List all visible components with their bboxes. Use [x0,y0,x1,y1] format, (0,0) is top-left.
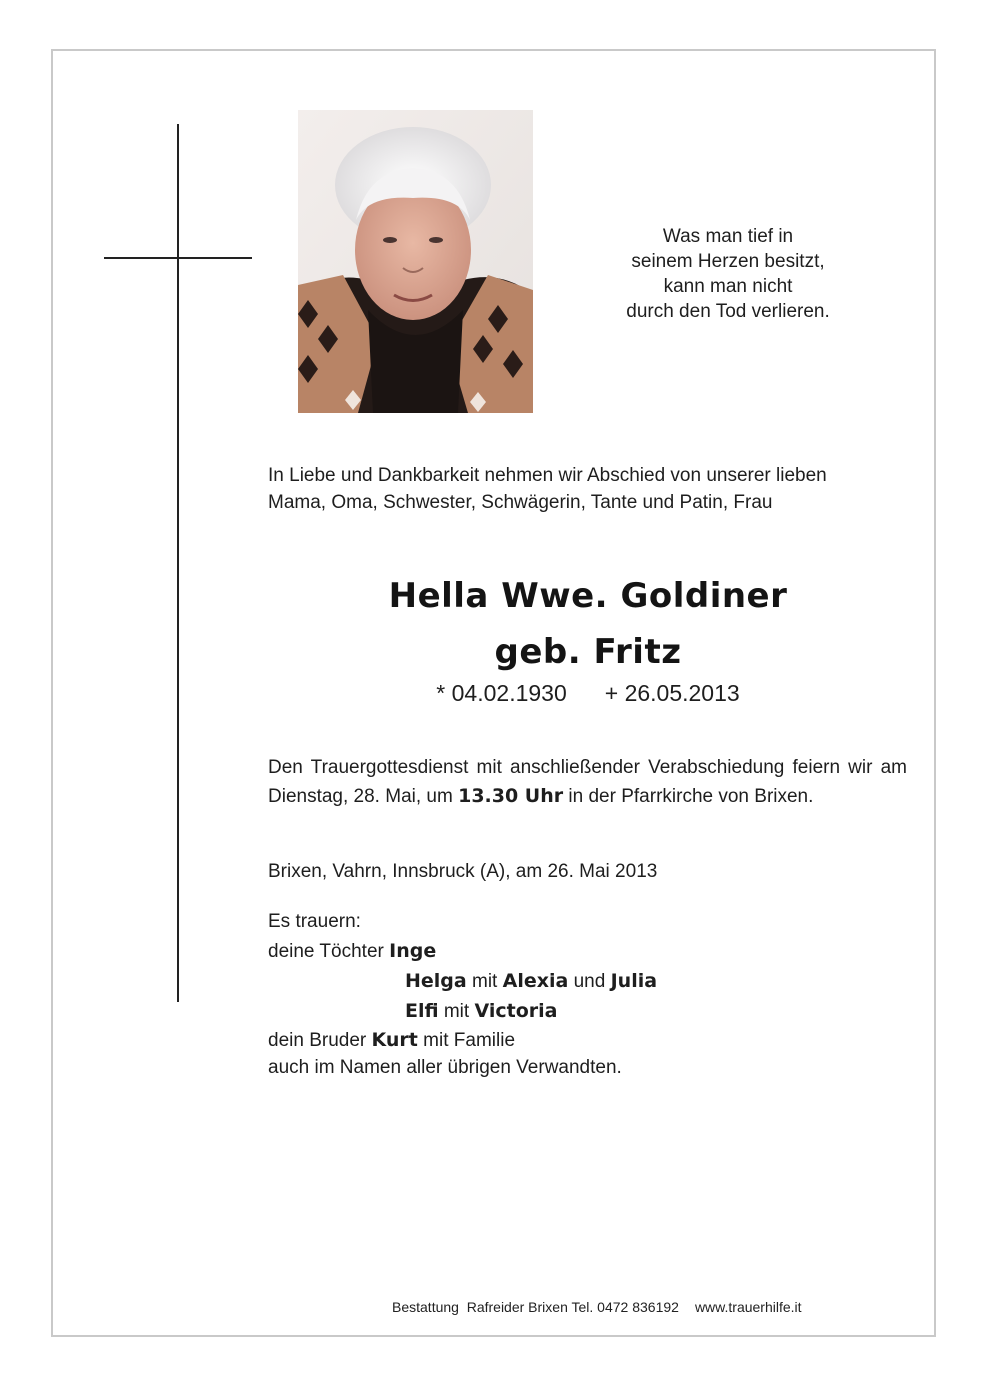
brother-suffix: mit Familie [417,1030,516,1051]
cross-vertical-bar [177,124,179,1002]
mourners-closing: auch im Namen aller übrigen Verwandten. [268,1057,622,1078]
mourners-daughters-line [268,937,436,966]
funeral-service-text [268,754,907,811]
quote-line: durch den Tod verlieren. [626,301,830,322]
portrait-photo [298,110,533,413]
death-date: + 26.05.2013 [604,680,740,706]
deceased-birth-name: geb. Fritz [494,632,682,672]
place-and-date: Brixen, Vahrn, Innsbruck (A), am 26. Mai 2013 [268,861,658,882]
quote-line: Was man tief in [662,226,794,247]
daughter-name: Helga [405,970,467,992]
memorial-quote [590,224,866,324]
conjunction: mit [438,1001,475,1022]
quote-line: kann man nicht [663,276,793,297]
farewell-intro [268,462,928,516]
service-text-before: Den Trauergottesdienst mit anschließender Verabschiedung feiern wir am Dienstag, 28. Mai, um [268,757,907,807]
quote-line: seinem Herzen besitzt, [631,251,825,272]
intro-line: Mama, Oma, Schwester, Schwägerin, Tante und Patin, Frau [268,492,773,513]
deceased-name: Hella Wwe. Goldiner [388,576,788,616]
undertaker-footer [392,1296,802,1318]
conjunction: und [568,971,611,992]
grandchild-name: Julia [610,970,658,992]
daughter-name: Inge [389,940,437,962]
brother-name: Kurt [371,1029,418,1051]
service-text-after: in der Pfarrkirche von Brixen. [563,786,814,807]
daughter-name: Elfi [405,1000,439,1022]
conjunction: mit [466,971,503,992]
service-time: 13.30 Uhr [458,785,564,807]
grandchild-name: Victoria [474,1000,558,1022]
mourners-daughter-line [405,967,657,996]
birth-date: * 04.02.1930 [436,680,567,706]
cross-horizontal-bar [104,257,252,259]
mourners-heading: Es trauern: [268,911,361,932]
daughters-prefix: deine Töchter [268,941,390,962]
life-dates [268,678,908,708]
brother-prefix: dein Bruder [268,1030,372,1051]
undertaker-contact: Bestattung Rafreider Brixen Tel. 0472 836192 [392,1299,679,1315]
mourners-daughter-line [405,997,557,1026]
grandchild-name: Alexia [502,970,569,992]
intro-line: In Liebe und Dankbarkeit nehmen wir Abschied von unserer lieben [268,465,827,486]
website-link[interactable]: www.trauerhilfe.it [694,1299,802,1315]
mourners-brother-line [268,1026,515,1055]
